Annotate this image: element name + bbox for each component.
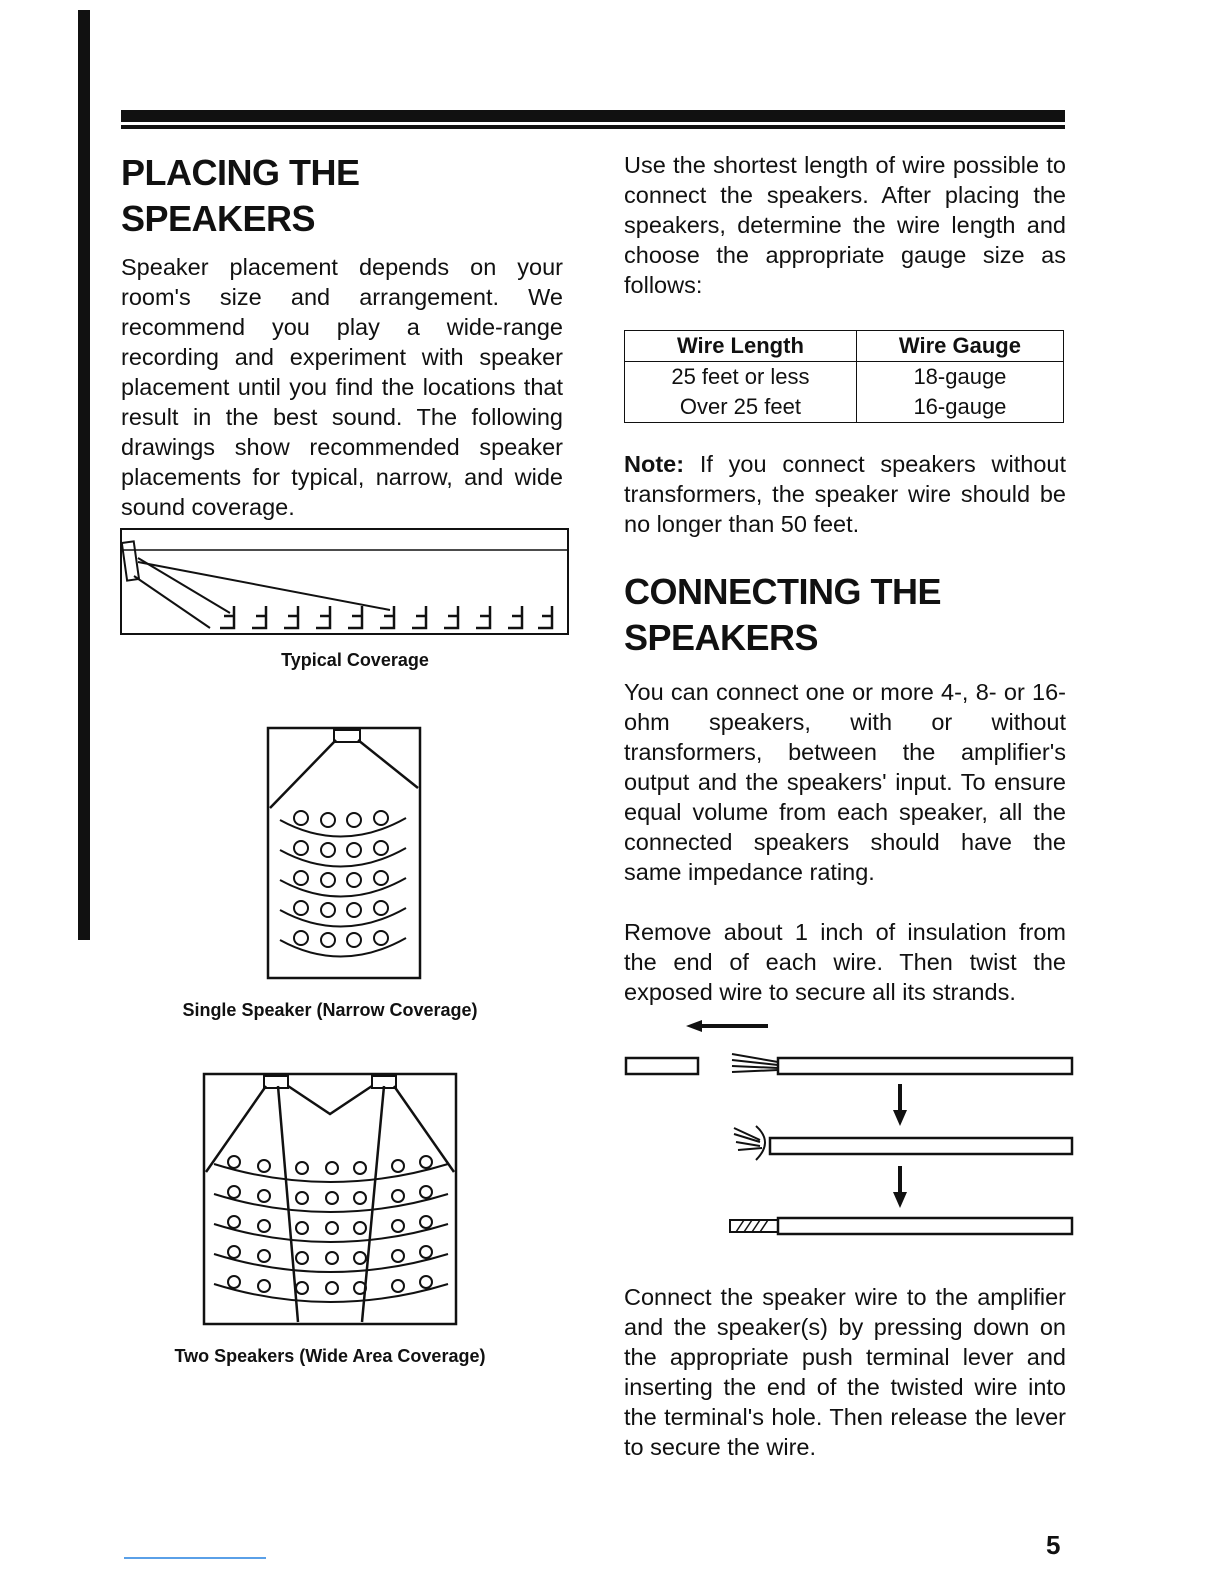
connect-paragraph: You can connect one or more 4-, 8- or 16-ohm speakers, with or without transformers, between the amplifier's output and the speakers' input. To ensure equal volume from each speaker, all the connected speakers should have the same impedance rating. bbox=[624, 679, 1066, 885]
down-arrow-icon bbox=[893, 1084, 907, 1126]
single-speaker-diagram bbox=[266, 726, 424, 984]
table-cell: Over 25 feet bbox=[625, 392, 857, 423]
connecting-heading-line1: CONNECTING THE bbox=[624, 571, 941, 612]
note-label: Note: bbox=[624, 451, 685, 477]
wire-stripping-diagram bbox=[622, 1018, 1078, 1244]
connecting-heading-line2: SPEAKERS bbox=[624, 617, 819, 658]
two-speakers-caption: Two Speakers (Wide Area Coverage) bbox=[174, 1346, 486, 1366]
footer-line bbox=[124, 1557, 266, 1559]
right-column bbox=[624, 150, 1066, 1007]
table-cell: 18-gauge bbox=[856, 362, 1063, 393]
typical-coverage-caption: Typical Coverage bbox=[281, 650, 429, 670]
wire-length-paragraph: Use the shortest length of wire possible to connect the speakers. After placing the speakers, determine the wire length and choose the appropriate gauge size as follows: bbox=[624, 152, 1066, 298]
placing-heading: PLACING THE SPEAKERS bbox=[121, 152, 360, 239]
pull-arrow-icon bbox=[686, 1020, 768, 1032]
table-row bbox=[625, 392, 1064, 423]
single-speaker-caption: Single Speaker (Narrow Coverage) bbox=[182, 1000, 478, 1020]
page-binding-edge bbox=[78, 10, 90, 940]
table-header-cell: Wire Gauge bbox=[856, 331, 1063, 362]
connect-wire-section bbox=[624, 1282, 1066, 1462]
wire-gauge-table bbox=[624, 330, 1064, 423]
placement-paragraph: Speaker placement depends on your room's size and arrangement. We recommend you play a wide-range recording and experiment with speaker placement until you find the locations that result in the best sound. The following drawings show recommended speaker placements for typical, narrow, and wide sound coverage. bbox=[121, 254, 563, 520]
connect-wire-paragraph: Connect the speaker wire to the amplifier and the speaker(s) by pressing down on the appropriate push terminal lever and inserting the end of the twisted wire into the terminal's hole. Then release the lever to secure the wire. bbox=[624, 1284, 1066, 1460]
note-text: If you connect speakers without transformers, the speaker wire should be no longer than 50 feet. bbox=[624, 451, 1066, 537]
table-header-row bbox=[625, 331, 1064, 362]
strip-wire-paragraph: Remove about 1 inch of insulation from the end of each wire. Then twist the exposed wire to secure all its strands. bbox=[624, 919, 1066, 1005]
left-column bbox=[121, 150, 563, 522]
header-rule bbox=[121, 110, 1065, 125]
table-header-cell: Wire Length bbox=[625, 331, 857, 362]
two-speakers-diagram bbox=[202, 1072, 460, 1328]
page-number: 5 bbox=[1046, 1530, 1061, 1560]
table-row bbox=[625, 362, 1064, 393]
note-paragraph bbox=[624, 449, 1066, 539]
down-arrow-icon bbox=[893, 1166, 907, 1208]
table-cell: 25 feet or less bbox=[625, 362, 857, 393]
table-cell: 16-gauge bbox=[856, 392, 1063, 423]
typical-coverage-diagram bbox=[120, 528, 570, 638]
